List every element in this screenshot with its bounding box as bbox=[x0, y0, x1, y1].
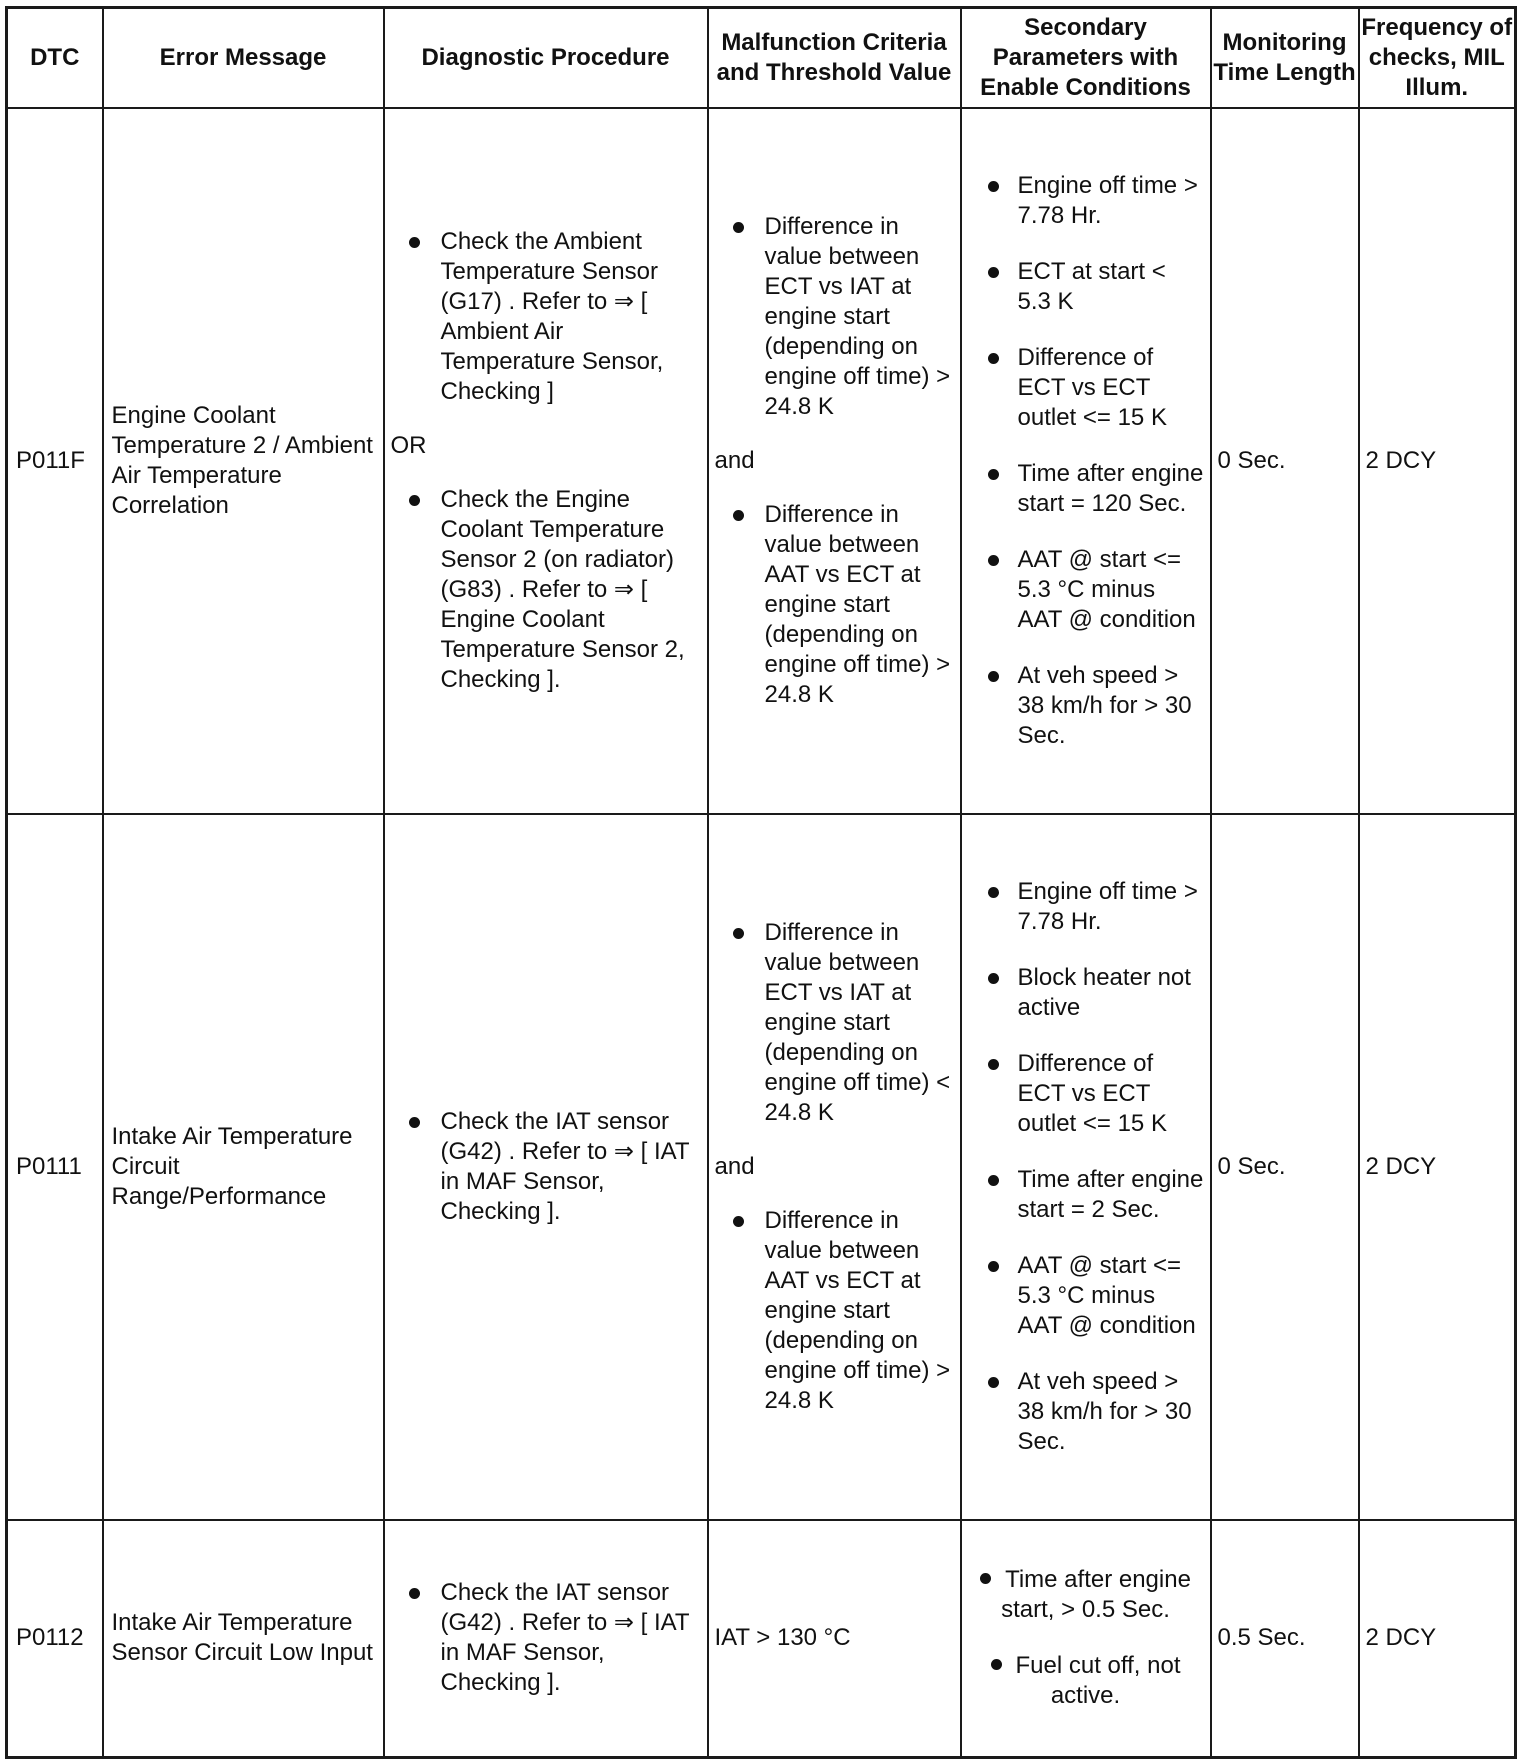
frequency: 2 DCY bbox=[1359, 814, 1516, 1520]
diagnostic-step: Check the IAT sensor (G42) . Refer to ⇒ [ IAT in MAF Sensor, Checking ]. bbox=[385, 1107, 707, 1227]
criteria-conjunction: and bbox=[714, 446, 755, 474]
secondary-parameters bbox=[961, 1520, 1211, 1758]
frequency: 2 DCY bbox=[1359, 108, 1516, 814]
criteria-item: Difference in value between ECT vs IAT at engine start (depending on engine off time) < 24.8 K bbox=[709, 918, 960, 1128]
secondary-parameter: Difference of ECT vs ECT outlet <= 15 K bbox=[962, 1049, 1210, 1139]
diagnostic-procedure bbox=[384, 1520, 708, 1758]
secondary-parameter: Time after engine start, > 0.5 Sec. bbox=[962, 1565, 1210, 1625]
secondary-parameter: At veh speed > 38 km/h for > 30 Sec. bbox=[962, 661, 1210, 751]
header-malfunction-criteria: Malfunction Criteria and Threshold Value bbox=[708, 8, 961, 108]
dtc-code: P0111 bbox=[7, 814, 103, 1520]
frequency: 2 DCY bbox=[1359, 1520, 1516, 1758]
error-message: Intake Air Temperature Circuit Range/Performance bbox=[103, 814, 384, 1520]
monitoring-time: 0 Sec. bbox=[1211, 108, 1359, 814]
diagnostic-conjunction: OR bbox=[390, 431, 427, 459]
error-message: Intake Air Temperature Sensor Circuit Low Input bbox=[103, 1520, 384, 1758]
dtc-code: P0112 bbox=[7, 1520, 103, 1758]
secondary-parameter: AAT @ start <= 5.3 °C minus AAT @ condition bbox=[962, 545, 1210, 635]
monitoring-time: 0 Sec. bbox=[1211, 814, 1359, 1520]
secondary-parameters bbox=[961, 108, 1211, 814]
secondary-parameter: Engine off time > 7.78 Hr. bbox=[962, 877, 1210, 937]
secondary-parameter: AAT @ start <= 5.3 °C minus AAT @ condition bbox=[962, 1251, 1210, 1341]
header-secondary-parameters: Secondary Parameters with Enable Conditions bbox=[961, 8, 1211, 108]
monitoring-time: 0.5 Sec. bbox=[1211, 1520, 1359, 1758]
secondary-parameter: At veh speed > 38 km/h for > 30 Sec. bbox=[962, 1367, 1210, 1457]
table-row bbox=[7, 814, 1516, 1520]
criteria-item: Difference in value between ECT vs IAT at engine start (depending on engine off time) > 24.8 K bbox=[709, 212, 960, 422]
secondary-parameter: Difference of ECT vs ECT outlet <= 15 K bbox=[962, 343, 1210, 433]
secondary-parameter: ECT at start < 5.3 K bbox=[962, 257, 1210, 317]
header-row bbox=[7, 8, 1516, 108]
malfunction-criteria bbox=[708, 108, 961, 814]
header-diagnostic-procedure: Diagnostic Procedure bbox=[384, 8, 708, 108]
diagnostic-step: Check the IAT sensor (G42) . Refer to ⇒ [ IAT in MAF Sensor, Checking ]. bbox=[385, 1578, 707, 1698]
diagnostic-step: Check the Engine Coolant Temperature Sensor 2 (on radiator) (G83) . Refer to ⇒ [ Engine Coolant Temperature Sensor 2, Checking ]. bbox=[385, 485, 707, 695]
secondary-parameter: Time after engine start = 120 Sec. bbox=[962, 459, 1210, 519]
criteria-item: Difference in value between AAT vs ECT at engine start (depending on engine off time) > 24.8 K bbox=[709, 500, 960, 710]
table-row bbox=[7, 1520, 1516, 1758]
secondary-parameter: Engine off time > 7.78 Hr. bbox=[962, 171, 1210, 231]
secondary-parameter: Fuel cut off, not active. bbox=[962, 1651, 1210, 1711]
header-error-message: Error Message bbox=[103, 8, 384, 108]
diagnostic-procedure bbox=[384, 108, 708, 814]
secondary-parameter: Block heater not active bbox=[962, 963, 1210, 1023]
secondary-parameters bbox=[961, 814, 1211, 1520]
diagnostic-procedure bbox=[384, 814, 708, 1520]
header-dtc: DTC bbox=[7, 8, 103, 108]
table-row bbox=[7, 108, 1516, 814]
dtc-code: P011F bbox=[7, 108, 103, 814]
malfunction-criteria bbox=[708, 814, 961, 1520]
secondary-parameter: Time after engine start = 2 Sec. bbox=[962, 1165, 1210, 1225]
malfunction-criteria: IAT > 130 °C bbox=[708, 1520, 961, 1758]
criteria-item: Difference in value between AAT vs ECT at engine start (depending on engine off time) > 24.8 K bbox=[709, 1206, 960, 1416]
error-message: Engine Coolant Temperature 2 / Ambient Air Temperature Correlation bbox=[103, 108, 384, 814]
diagnostic-step: Check the Ambient Temperature Sensor (G17) . Refer to ⇒ [ Ambient Air Temperature Sensor, Checking ] bbox=[385, 227, 707, 407]
criteria-conjunction: and bbox=[714, 1152, 755, 1180]
dtc-table bbox=[5, 6, 1517, 1759]
header-frequency: Frequency of checks, MIL Illum. bbox=[1359, 8, 1516, 108]
header-monitoring-time: Monitoring Time Length bbox=[1211, 8, 1359, 108]
